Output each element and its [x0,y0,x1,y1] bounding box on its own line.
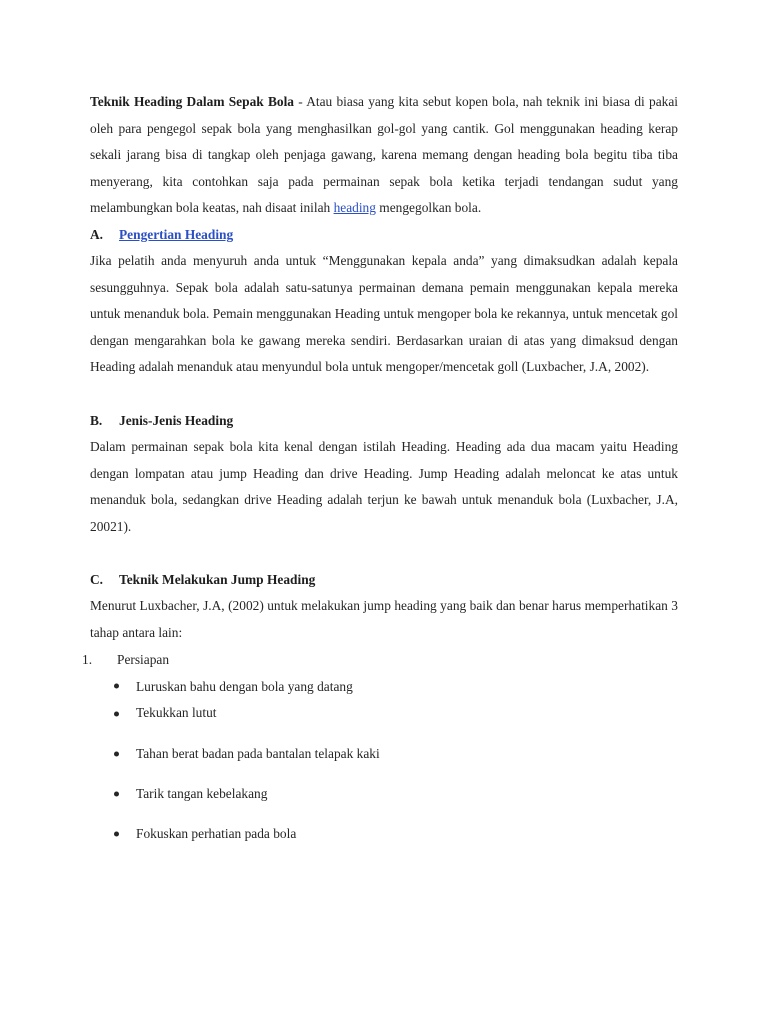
section-a-letter: A. [90,226,104,242]
step-number: 1. [82,651,93,667]
intro-paragraph [90,89,678,222]
bullet-icon [114,684,119,689]
list-item [90,808,678,848]
list-item-text: Luruskan bahu dengan bola yang datang [136,678,353,694]
list-item [90,768,678,808]
section-c-letter: C. [90,572,104,588]
bullet-list [90,673,678,848]
list-item-text: Tahan berat badan pada bantalan telapak kaki [136,745,380,761]
list-item [90,728,678,768]
heading-link[interactable]: heading [333,200,376,216]
intro-text: - Atau biasa yang kita sebut kopen bola, nah teknik ini biasa di pakai oleh para pengegol sepak bola yang menghasilkan gol-gol yang cantik. Gol menggunakan heading kerap sekali jarang bisa di tangkap oleh penjaga gawang, karena memang dengan heading bola begitu tiba tiba menyerang, kita contohkan saja pada permainan sepak bola ketika terjadi tendangan sudut yang melambungkan bola keatas, nah disaat inilah [90,94,679,216]
list-item [90,673,678,700]
section-b-title: Jenis-Jenis Heading [119,412,234,428]
section-a-heading [90,222,678,248]
section-b-heading [90,408,678,434]
section-b-letter: B. [90,412,103,428]
section-b-body: Dalam permainan sepak bola kita kenal dengan istilah Heading. Heading ada dua macam yaitu Heading dengan lompatan atau jump Heading dan drive Heading. Jump Heading adalah meloncat ke atas untuk menanduk bola, sedangkan drive Heading adalah terjun ke bawah untuk menanduk bola (Luxbacher, J.A, 20021). [90,438,678,534]
intro-title: Teknik Heading Dalam Sepak Bola [90,94,294,109]
list-item-text: Tekukkan lutut [136,704,217,720]
bullet-icon [114,711,119,716]
section-c-body: Menurut Luxbacher, J.A, (2002) untuk melakukan jump heading yang baik dan benar harus memperhatikan 3 tahap antara lain: [90,598,678,640]
document-page [82,89,679,848]
step-item [82,647,678,673]
bullet-icon [114,751,119,756]
bullet-icon [114,791,119,796]
section-a-body: Jika pelatih anda menyuruh anda untuk “Menggunakan kepala anda” yang dimaksudkan adalah kepala sesungguhnya. Sepak bola adalah satu-satunya permainan demana pemain menggunakan kepala mereka untuk menanduk bola. Pemain menggunakan Heading untuk mengoper bola ke rekannya, untuk mencetak gol dengan mengarahkan bola ke gawang mereka sendiri. Berdasarkan uraian di atas yang dimaksud dengan Heading adalah menanduk atau menyundul bola untuk mengoper/mencetak goll (Luxbacher, J.A, 2002). [90,252,678,375]
intro-text-end: mengegolkan bola. [375,200,482,216]
step-label: Persiapan [117,651,170,667]
section-c-title: Teknik Melakukan Jump Heading [119,572,316,588]
section-c-heading [90,567,678,593]
bullet-icon [114,831,119,836]
list-item-text: Tarik tangan kebelakang [136,785,268,801]
list-item-text: Fokuskan perhatian pada bola [136,825,297,841]
list-item [90,700,678,728]
spacer [90,381,678,408]
section-a-title-link[interactable]: Pengertian Heading [119,226,234,242]
spacer [90,540,678,567]
